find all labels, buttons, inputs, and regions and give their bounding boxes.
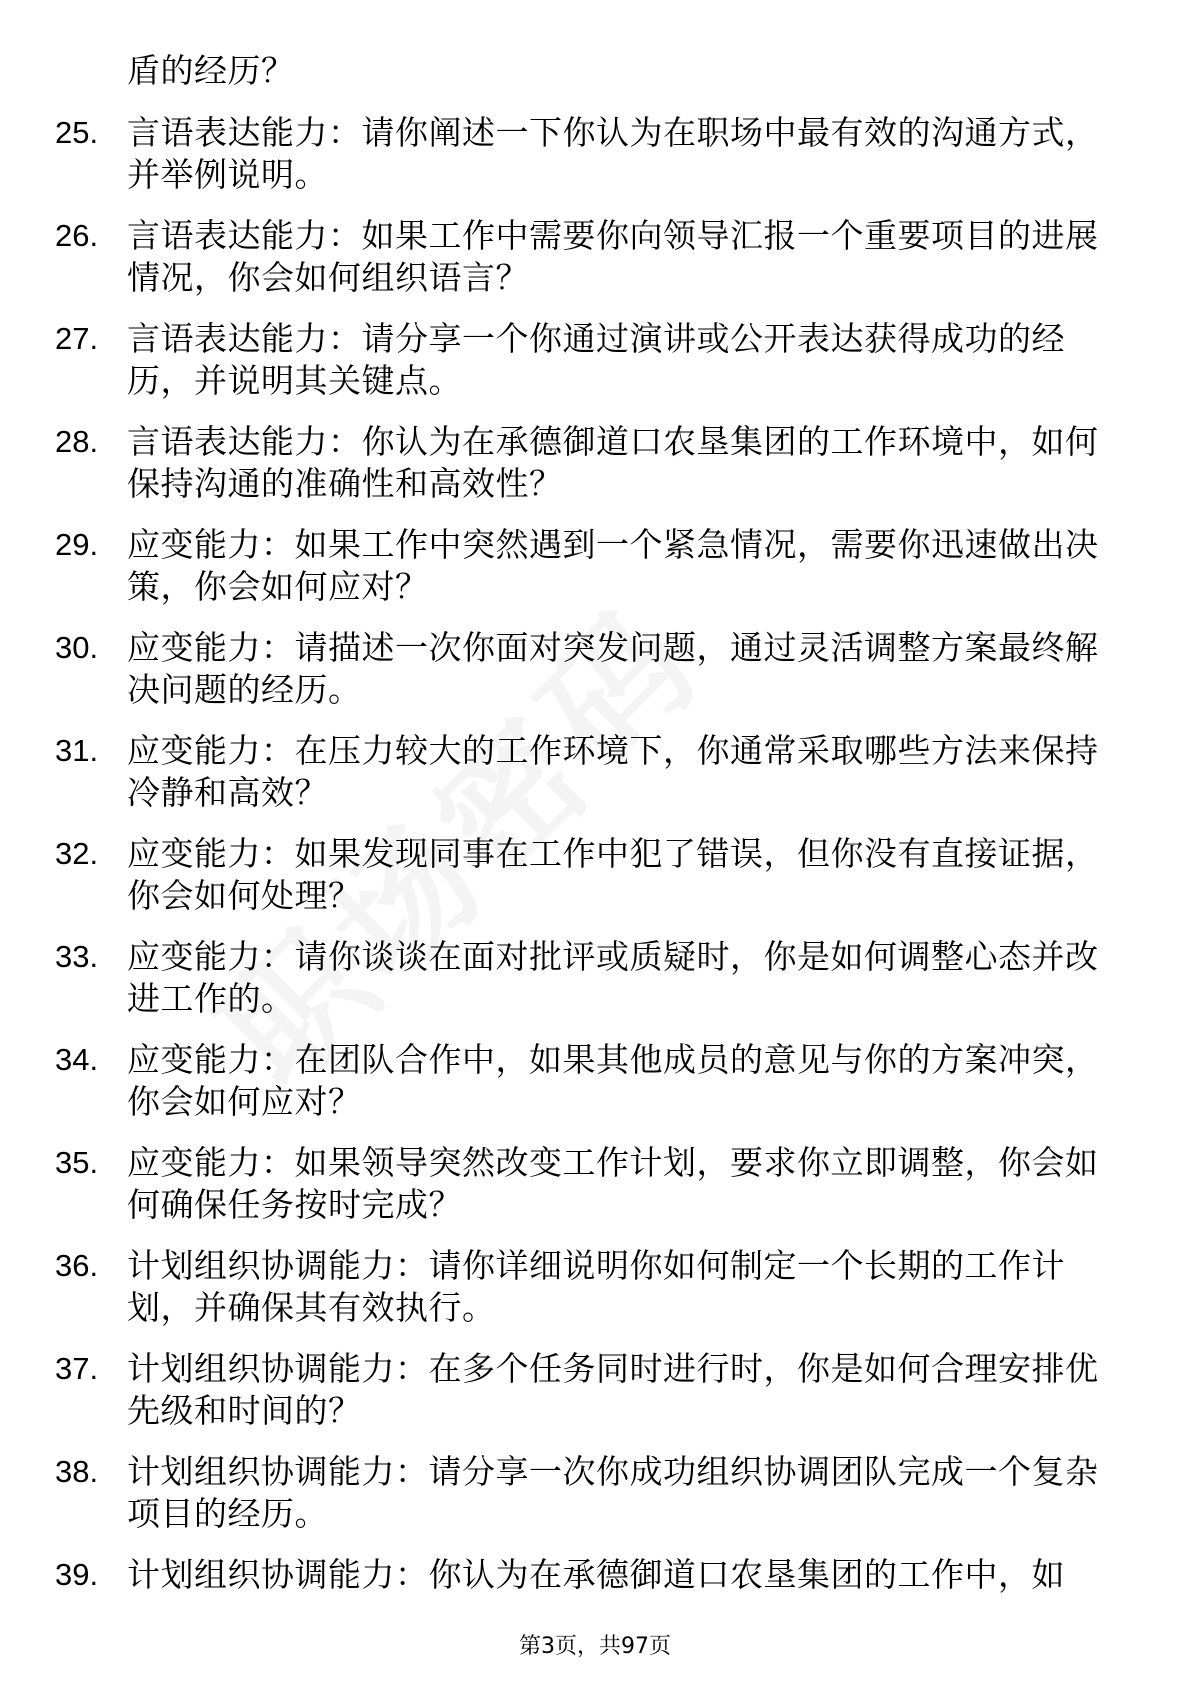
question-item [55, 627, 1115, 730]
question-number: 39. [55, 1557, 99, 1592]
question-text: 言语表达能力：你认为在承德御道口农垦集团的工作环境中，如何保持沟通的准确性和高效性？ [127, 422, 1099, 503]
question-item [55, 318, 1115, 421]
question-item [55, 1348, 1115, 1451]
question-number: 31. [55, 733, 99, 768]
question-text: 言语表达能力：请分享一个你通过演讲或公开表达获得成功的经历，并说明其关键点。 [127, 319, 1065, 400]
question-item [55, 1245, 1115, 1348]
question-list [55, 112, 1115, 1657]
question-text: 应变能力：在团队合作中，如果其他成员的意见与你的方案冲突，你会如何应对？ [127, 1040, 1099, 1121]
question-number: 35. [55, 1145, 99, 1180]
question-text: 应变能力：在压力较大的工作环境下，你通常采取哪些方法来保持冷静和高效？ [127, 731, 1099, 812]
question-number: 29. [55, 527, 99, 562]
question-text: 计划组织协调能力：在多个任务同时进行时，你是如何合理安排优先级和时间的？ [127, 1349, 1099, 1430]
question-item [55, 112, 1115, 215]
question-number: 30. [55, 630, 99, 665]
question-number: 34. [55, 1042, 99, 1077]
question-text: 应变能力：如果工作中突然遇到一个紧急情况，需要你迅速做出决策，你会如何应对？ [127, 525, 1099, 606]
question-item [55, 215, 1115, 318]
question-number: 28. [55, 424, 99, 459]
question-item [55, 1039, 1115, 1142]
question-text: 应变能力：如果领导突然改变工作计划，要求你立即调整，你会如何确保任务按时完成？ [127, 1143, 1099, 1224]
question-item [55, 524, 1115, 627]
question-item [55, 730, 1115, 833]
question-text: 应变能力：如果发现同事在工作中犯了错误，但你没有直接证据，你会如何处理？ [127, 834, 1099, 915]
question-text: 言语表达能力：请你阐述一下你认为在职场中最有效的沟通方式，并举例说明。 [127, 113, 1099, 194]
question-item [55, 1451, 1115, 1554]
question-text: 计划组织协调能力：你认为在承德御道口农垦集团的工作中，如 [127, 1555, 1065, 1594]
question-number: 32. [55, 836, 99, 871]
question-number: 37. [55, 1351, 99, 1386]
page-footer: 第3页，共97页 [519, 1634, 671, 1659]
question-text: 言语表达能力：如果工作中需要你向领导汇报一个重要项目的进展情况，你会如何组织语言？ [127, 216, 1099, 297]
question-text: 应变能力：请描述一次你面对突发问题，通过灵活调整方案最终解决问题的经历。 [127, 628, 1099, 709]
question-item [55, 1142, 1115, 1245]
question-number: 38. [55, 1454, 99, 1489]
question-number: 36. [55, 1248, 99, 1283]
question-text: 计划组织协调能力：请你详细说明你如何制定一个长期的工作计划，并确保其有效执行。 [127, 1246, 1065, 1327]
question-item [55, 421, 1115, 524]
question-item [55, 936, 1115, 1039]
question-item [55, 833, 1115, 936]
question-number: 25. [55, 115, 99, 150]
question-text: 应变能力：请你谈谈在面对批评或质疑时，你是如何调整心态并改进工作的。 [127, 937, 1099, 1018]
continuation-text: 盾的经历？ [127, 51, 295, 90]
question-number: 27. [55, 321, 99, 356]
question-number: 26. [55, 218, 99, 253]
question-text: 计划组织协调能力：请分享一次你成功组织协调团队完成一个复杂项目的经历。 [127, 1452, 1099, 1533]
question-number: 33. [55, 939, 99, 974]
